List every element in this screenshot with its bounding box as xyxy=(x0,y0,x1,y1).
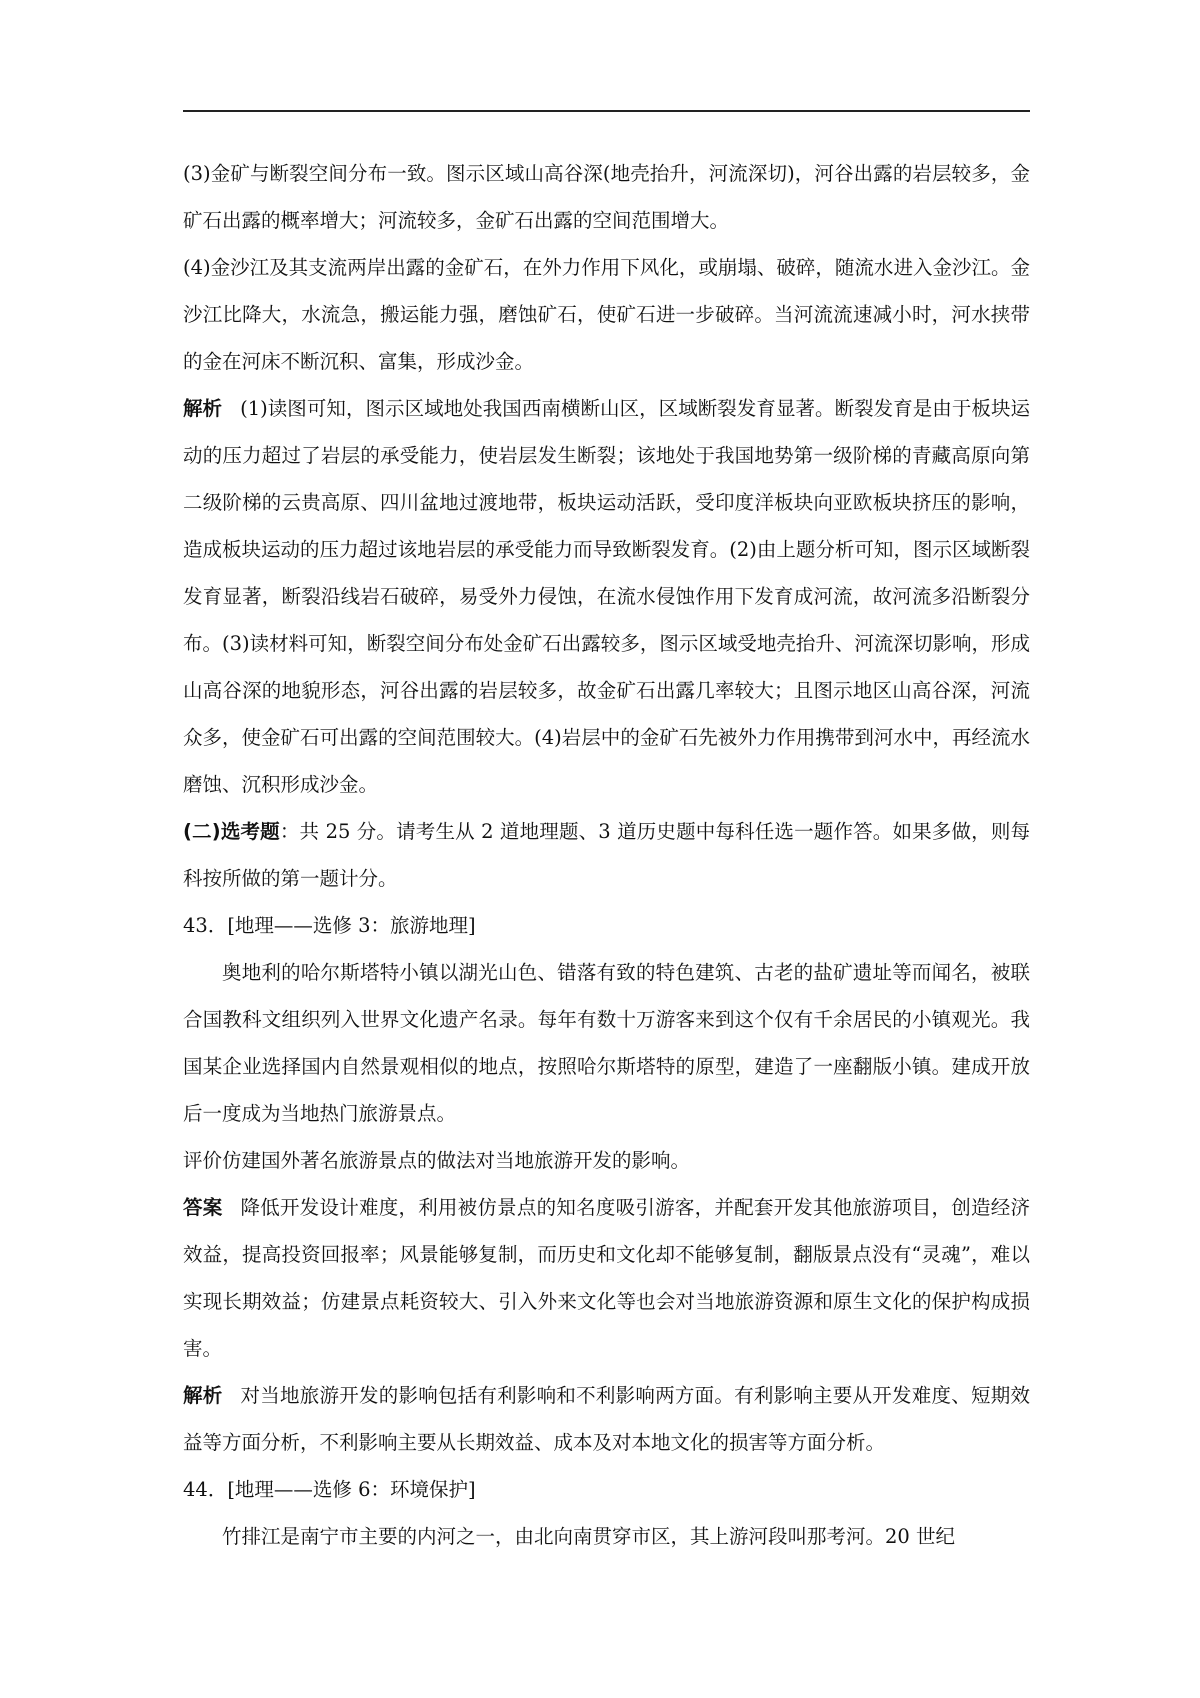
answer-text: 降低开发设计难度，利用被仿景点的知名度吸引游客，并配套开发其他旅游项目，创造经济效益，提高投资回报率；风景能够复制，而历史和文化却不能够复制，翻版景点没有“灵魂”，难以实现长期效益；仿建景点耗资较大、引入外来文化等也会对当地旅游资源和原生文化的保护构成损害。 xyxy=(183,1196,1030,1360)
question-43-analysis xyxy=(183,1372,1030,1466)
analysis-text: 对当地旅游开发的影响包括有利影响和不利影响两方面。有利影响主要从开发难度、短期效益等方面分析，不利影响主要从长期效益、成本及对本地文化的损害等方面分析。 xyxy=(183,1384,1030,1454)
analysis-label: 解析 xyxy=(183,1384,223,1407)
answer-part-3: (3)金矿与断裂空间分布一致。图示区域山高谷深(地壳抬升，河流深切)，河谷出露的岩层较多，金矿石出露的概率增大；河流较多，金矿石出露的空间范围增大。 xyxy=(183,162,1030,232)
question-44-material: 竹排江是南宁市主要的内河之一，由北向南贯穿市区，其上游河段叫那考河。20 世纪 xyxy=(222,1525,956,1548)
answer-part-4: (4)金沙江及其支流两岸出露的金矿石，在外力作用下风化，或崩塌、破碎，随流水进入金沙江。金沙江比降大，水流急，搬运能力强，磨蚀矿石，使矿石进一步破碎。当河流流速减小时，河水挟带的金在河床不断沉积、富集，形成沙金。 xyxy=(183,256,1030,373)
elective-label: (二)选考题 xyxy=(183,820,280,843)
question-43-answer xyxy=(183,1184,1030,1372)
question-44-heading: 44．[地理——选修 6：环境保护] xyxy=(183,1478,476,1501)
question-43-material: 奥地利的哈尔斯塔特小镇以湖光山色、错落有致的特色建筑、古老的盐矿遗址等而闻名，被联合国教科文组织列入世界文化遗产名录。每年有数十万游客来到这个仅有千余居民的小镇观光。我国某企业选择国内自然景观相似的地点，按照哈尔斯塔特的原型，建造了一座翻版小镇。建成开放后一度成为当地热门旅游景点。 xyxy=(183,961,1030,1125)
question-43-heading: 43．[地理——选修 3：旅游地理] xyxy=(183,914,476,937)
document-body xyxy=(183,150,1030,1560)
elective-instructions xyxy=(183,808,1030,902)
analysis-text: (1)读图可知，图示区域地处我国西南横断山区，区域断裂发育显著。断裂发育是由于板块运动的压力超过了岩层的承受能力，使岩层发生断裂；该地处于我国地势第一级阶梯的青藏高原向第二级阶梯的云贵高原、四川盆地过渡地带，板块运动活跃，受印度洋板块向亚欧板块挤压的影响，造成板块运动的压力超过该地岩层的承受能力而导致断裂发育。(2)由上题分析可知，图示区域断裂发育显著，断裂沿线岩石破碎，易受外力侵蚀，在流水侵蚀作用下发育成河流，故河流多沿断裂分布。(3)读材料可知，断裂空间分布处金矿石出露较多，图示区域受地壳抬升、河流深切影响，形成山高谷深的地貌形态，河谷出露的岩层较多，故金矿石出露几率较大；且图示地区山高谷深，河流众多，使金矿石可出露的空间范围较大。(4)岩层中的金矿石先被外力作用携带到河水中，再经流水磨蚀、沉积形成沙金。 xyxy=(183,397,1030,796)
answer-label: 答案 xyxy=(183,1196,223,1219)
question-43-prompt: 评价仿建国外著名旅游景点的做法对当地旅游开发的影响。 xyxy=(183,1149,691,1172)
header-rule xyxy=(183,110,1030,112)
elective-text: ：共 25 分。请考生从 2 道地理题、3 道历史题中每科任选一题作答。如果多做，则每科按所做的第一题计分。 xyxy=(183,820,1030,890)
analysis-block xyxy=(183,385,1030,808)
analysis-label: 解析 xyxy=(183,397,223,420)
